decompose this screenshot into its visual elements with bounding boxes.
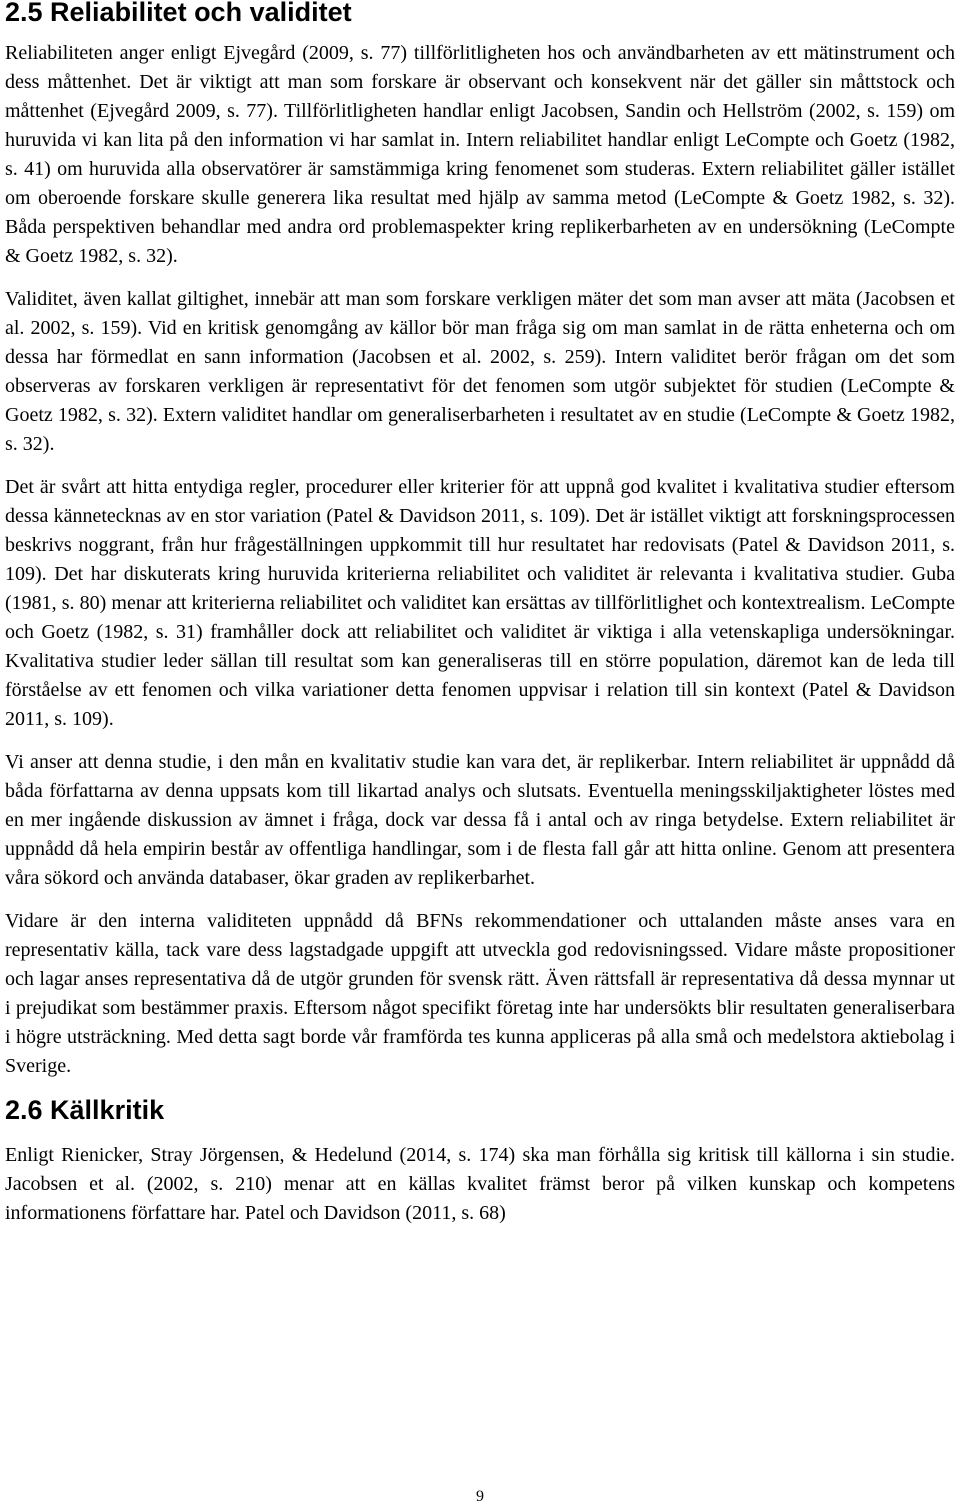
page-number: 9 [476, 1488, 484, 1505]
paragraph-validitet: Validitet, även kallat giltighet, innebär att man som forskare verkligen mäter det som man avser att mäta (Jacobsen et al. 2002, s. 159). Vid en kritisk genomgång av källor bör man fråga sig om man samlat in de rätta enheterna och om dessa har förmedlat en sann information (Jacobsen et al. 2002, s. 259). Intern validitet berör frågan om det som observeras av forskaren verkligen är representativt för det fenomen som utgör subjektet för studien (LeCompte & Goetz 1982, s. 32). Extern validitet handlar om generaliserbarheten i resultatet av en studie (LeCompte & Goetz 1982, s. 32). [5, 288, 955, 455]
document-body [5, 0, 955, 1242]
section-heading-reliabilitet-validitet: 2.5 Reliabilitet och validitet [5, 0, 352, 27]
paragraph-replikerbarhet: Vi anser att denna studie, i den mån en kvalitativ studie kan vara det, är replikerbar. Intern reliabilitet är uppnådd då båda författarna av denna uppsats kom till likartad analys och slutsats. Eventuella meningsskiljaktigheter löstes med en mer ingående diskussion av ämnet i fråga, dock var dessa få i antal och av ringa betydelse. Extern reliabilitet är uppnådd då hela empirin består av offentliga handlingar, som i de flesta fall går att hitta online. Genom att presentera våra sökord och använda databaser, ökar graden av replikerbarhet. [5, 751, 955, 889]
section-heading-kallkritik: 2.6 Källkritik [5, 1095, 165, 1125]
paragraph-reliabilitet: Reliabiliteten anger enligt Ejvegård (2009, s. 77) tillförlitligheten hos och användbarheten av ett mätinstrument och dess måttenhet. Det är viktigt att man som forskare är observant och konsekvent när det gäller sin måttstock och måttenhet (Ejvegård 2009, s. 77). Tillförlitligheten handlar enligt Jacobsen, Sandin och Hellström (2002, s. 159) om huruvida vi kan lita på den information vi har samlat in. Intern reliabilitet handlar enligt LeCompte och Goetz (1982, s. 41) om huruvida alla observatörer är samstämmiga kring fenomenet som studeras. Extern reliabilitet gäller istället om oberoende forskare skulle generera lika resultat med hjälp av samma metod (LeCompte & Goetz 1982, s. 32). Båda perspektiven behandlar med andra ord problemaspekter kring replikerbarheten av en undersökning (LeCompte & Goetz 1982, s. 32). [5, 42, 955, 267]
paragraph-kvalitativa-studier: Det är svårt att hitta entydiga regler, procedurer eller kriterier för att uppnå god kvalitet i kvalitativa studier eftersom dessa kännetecknas av en stor variation (Patel & Davidson 2011, s. 109). Det är istället viktigt att forskningsprocessen beskrivs noggrant, från hur frågeställningen uppkommit till hur resultatet har redovisats (Patel & Davidson 2011, s. 109). Det har diskuterats kring huruvida kriterierna reliabilitet och validitet är relevanta i kvalitativa studier. Guba (1981, s. 80) menar att kriterierna reliabilitet och validitet kan ersättas av tillförlitlighet och kontextrealism. LeCompte och Goetz (1982, s. 31) framhåller dock att reliabilitet och validitet är viktiga i alla vetenskapliga undersökningar. Kvalitativa studier leder sällan till resultat som kan generaliseras till en större population, däremot kan de leda till förståelse av ett fenomen och vilka variationer detta fenomen uppvisar i relation till sin kontext (Patel & Davidson 2011, s. 109). [5, 476, 955, 730]
paragraph-intern-validitet: Vidare är den interna validiteten uppnådd då BFNs rekommendationer och uttalanden måste anses vara en representativ källa, tack vare dess lagstadgade uppgift att utveckla god redovisningssed. Vidare måste propositioner och lagar anses representativa då de utgör grunden för svensk rätt. Även rättsfall är representativa då dessa mynnar ut i prejudikat som bestämmer praxis. Eftersom något specifikt företag inte har undersökts blir resultaten generaliserbara i högre utsträckning. Med detta sagt borde vår framförda tes kunna appliceras på alla små och medelstora aktiebolag i Sverige. [5, 910, 955, 1077]
paragraph-kallkritik: Enligt Rienicker, Stray Jörgensen, & Hedelund (2014, s. 174) ska man förhålla sig kritisk till källorna i sin studie. Jacobsen et al. (2002, s. 210) menar att en källas kvalitet främst beror på vilken kunskap och kompetens informationens författare har. Patel och Davidson (2011, s. 68) [5, 1144, 955, 1224]
